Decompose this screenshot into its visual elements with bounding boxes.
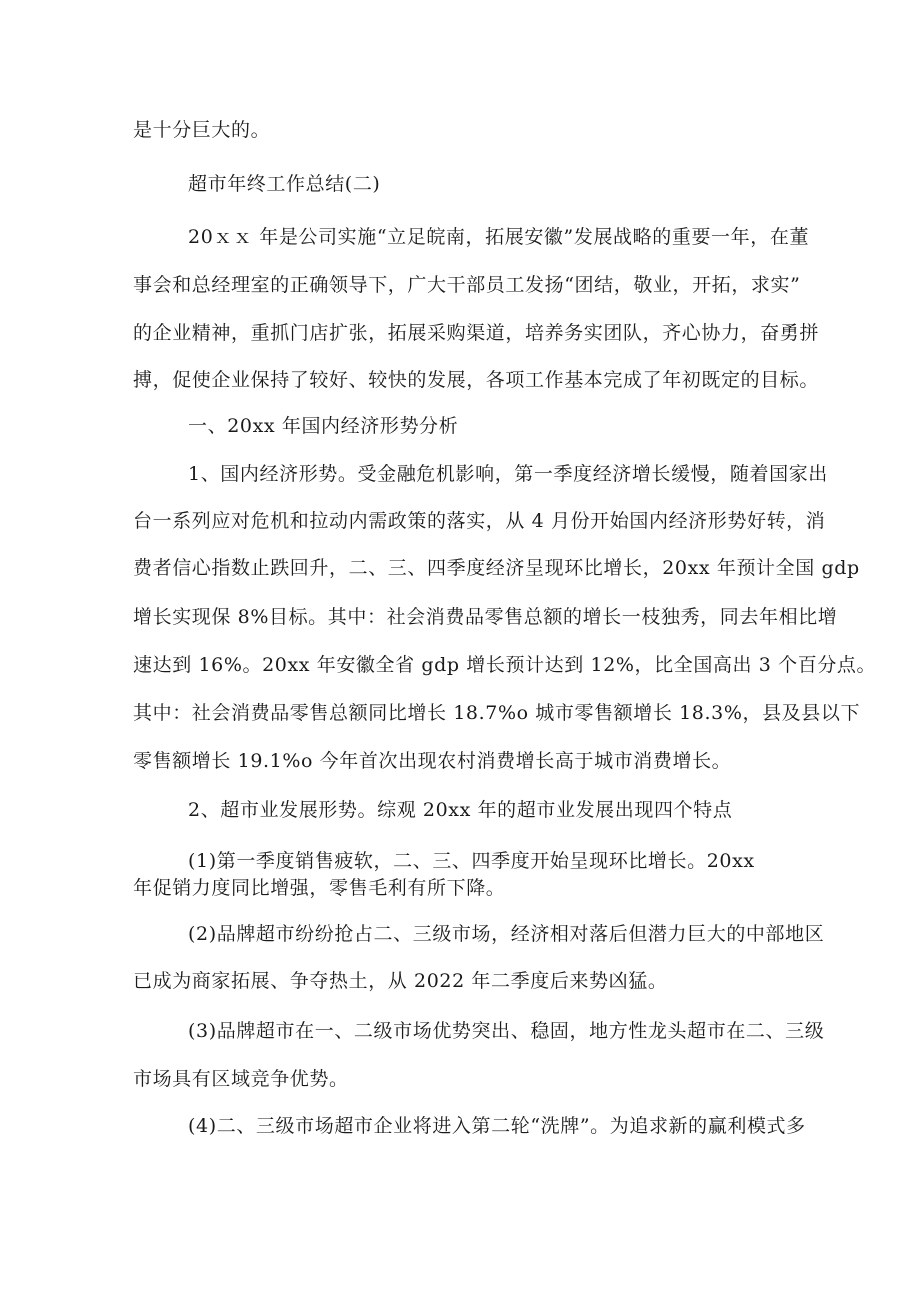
- trend-item-2-line: 已成为商家拓展、争夺热土，从 2022 年二季度后来势凶猛。: [133, 970, 668, 992]
- economy-paragraph-line: 费者信心指数止跌回升，二、三、四季度经济呈现环比增长，20xx 年预计全国 gdp: [133, 557, 860, 579]
- economy-paragraph-line: 零售额增长 19.1%o 今年首次出现农村消费增长高于城市消费增长。: [133, 750, 732, 772]
- heading-supermarket-trends: 2、超市业发展形势。综观 20xx 年的超市业发展出现四个特点: [188, 799, 733, 821]
- heading-economic-analysis: 一、20xx 年国内经济形势分析: [188, 415, 459, 437]
- body-line-continuation: 是十分巨大的。: [133, 119, 271, 141]
- trend-item-4-line: (4)二、三级市场超市企业将进入第二轮“洗牌”。为追求新的赢利模式多: [188, 1115, 806, 1137]
- intro-paragraph-line: 的企业精神，重抓门店扩张，拓展采购渠道，培养务实团队，齐心协力，奋勇拼: [133, 322, 820, 344]
- economy-paragraph-line: 增长实现保 8%目标。其中：社会消费品零售总额的增长一枝独秀，同去年相比增: [133, 606, 838, 628]
- intro-paragraph-line: 20ｘｘ 年是公司实施“立足皖南，拓展安徽”发展战略的重要一年，在董: [188, 226, 810, 248]
- economy-paragraph-line: 其中：社会消费品零售总额同比增长 18.7%o 城市零售额增长 18.3%，县及县以下: [133, 702, 861, 724]
- economy-paragraph-line: 1、国内经济形势。受金融危机影响，第一季度经济增长缓慢，随着国家出: [188, 463, 828, 485]
- trend-item-2-line: (2)品牌超市纷纷抢占二、三级市场，经济相对落后但潜力巨大的中部地区: [188, 923, 825, 945]
- economy-paragraph-line: 速达到 16%。20xx 年安徽全省 gdp 增长预计达到 12%，比全国高出 3 个百分点。: [133, 654, 877, 676]
- section-title: 超市年终工作总结(二): [188, 173, 381, 195]
- intro-paragraph-line: 搏，促使企业保持了较好、较快的发展，各项工作基本完成了年初既定的目标。: [133, 369, 820, 391]
- trend-item-3-line: 市场具有区域竞争优势。: [133, 1068, 349, 1090]
- trend-item-1-line: 年促销力度同比增强，零售毛利有所下降。: [133, 877, 506, 899]
- trend-item-1-line: (1)第一季度销售疲软，二、三、四季度开始呈现环比增长。20xx: [188, 850, 755, 872]
- economy-paragraph-line: 台一系列应对危机和拉动内需政策的落实，从 4 月份开始国内经济形势好转，消: [133, 510, 826, 532]
- trend-item-3-line: (3)品牌超市在一、二级市场优势突出、稳固，地方性龙头超市在二、三级: [188, 1020, 825, 1042]
- intro-paragraph-line: 事会和总经理室的正确领导下，广大干部员工发扬“团结，敬业，开拓，求实”: [133, 274, 801, 296]
